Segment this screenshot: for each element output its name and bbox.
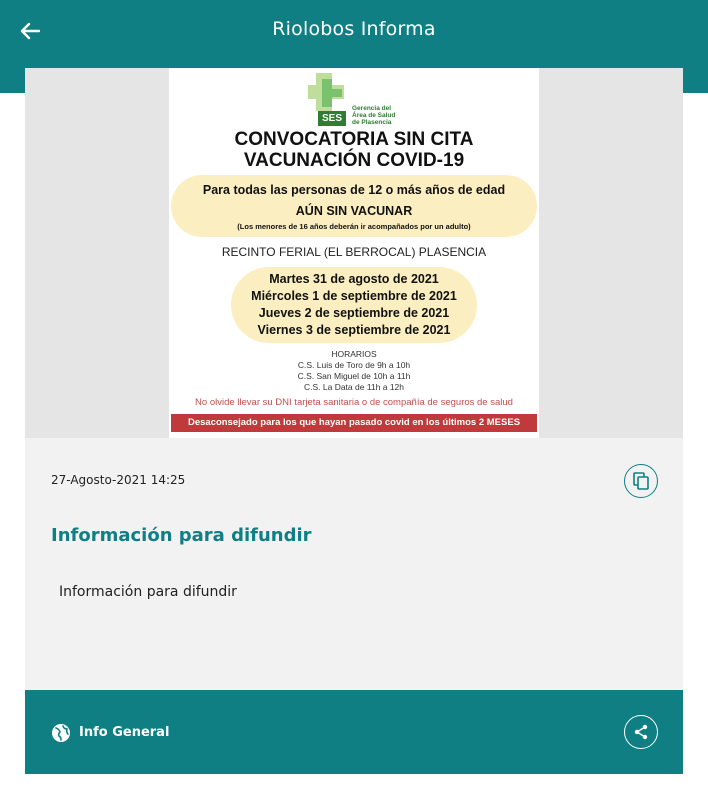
audience-note: (Los menores de 16 años deberán ir acompañados por un adulto) (237, 222, 471, 231)
date-line: Martes 31 de agosto de 2021 (269, 272, 439, 286)
share-button[interactable] (624, 715, 658, 749)
article-body: Información para difundir (59, 584, 237, 600)
card-footer (25, 690, 683, 774)
share-icon (633, 724, 649, 740)
date-line: Jueves 2 de septiembre de 2021 (258, 306, 450, 320)
warning-banner: Desaconsejado para los que hayan pasado covid en los últimos 2 MESES (171, 414, 537, 432)
audience-line1: Para todas las personas de 12 o más años de edad (202, 183, 506, 197)
hours-title: HORARIOS (331, 349, 377, 359)
news-image-area[interactable] (25, 68, 683, 438)
reminder-text: No olvide llevar su DNI tarjeta sanitaria o de compañía de seguros de salud (195, 397, 513, 408)
hours-line: C.S. La Data de 11h a 12h (303, 382, 405, 392)
ses-label: SES (318, 111, 346, 126)
ses-logo (306, 71, 406, 128)
audience-line2: AÚN SIN VACUNAR (295, 204, 413, 218)
poster-title-line1: CONVOCATORIA SIN CITA (234, 129, 474, 150)
ses-logo-text: Gerencia del Área de Salud de Plasencia (352, 105, 396, 126)
copy-button[interactable] (624, 464, 658, 498)
globe-icon (51, 723, 71, 743)
date-line: Viernes 3 de septiembre de 2021 (257, 323, 451, 337)
hours-line: C.S. San Miguel de 10h a 11h (297, 371, 411, 381)
article-headline: Información para difundir (51, 525, 312, 546)
category-link[interactable]: Info General (79, 725, 170, 740)
app-title: Riolobos Informa (272, 18, 436, 40)
hours-line: C.S. Luis de Toro de 9h a 10h (297, 360, 411, 370)
publish-date: 27-Agosto-2021 14:25 (51, 473, 186, 487)
venue: RECINTO FERIAL (EL BERROCAL) PLASENCIA (221, 245, 487, 259)
copy-icon (633, 472, 649, 490)
vaccination-poster (169, 68, 539, 438)
news-card (25, 68, 683, 774)
poster-title-line2: VACUNACIÓN COVID-19 (243, 150, 465, 171)
date-line: Miércoles 1 de septiembre de 2021 (251, 289, 457, 303)
